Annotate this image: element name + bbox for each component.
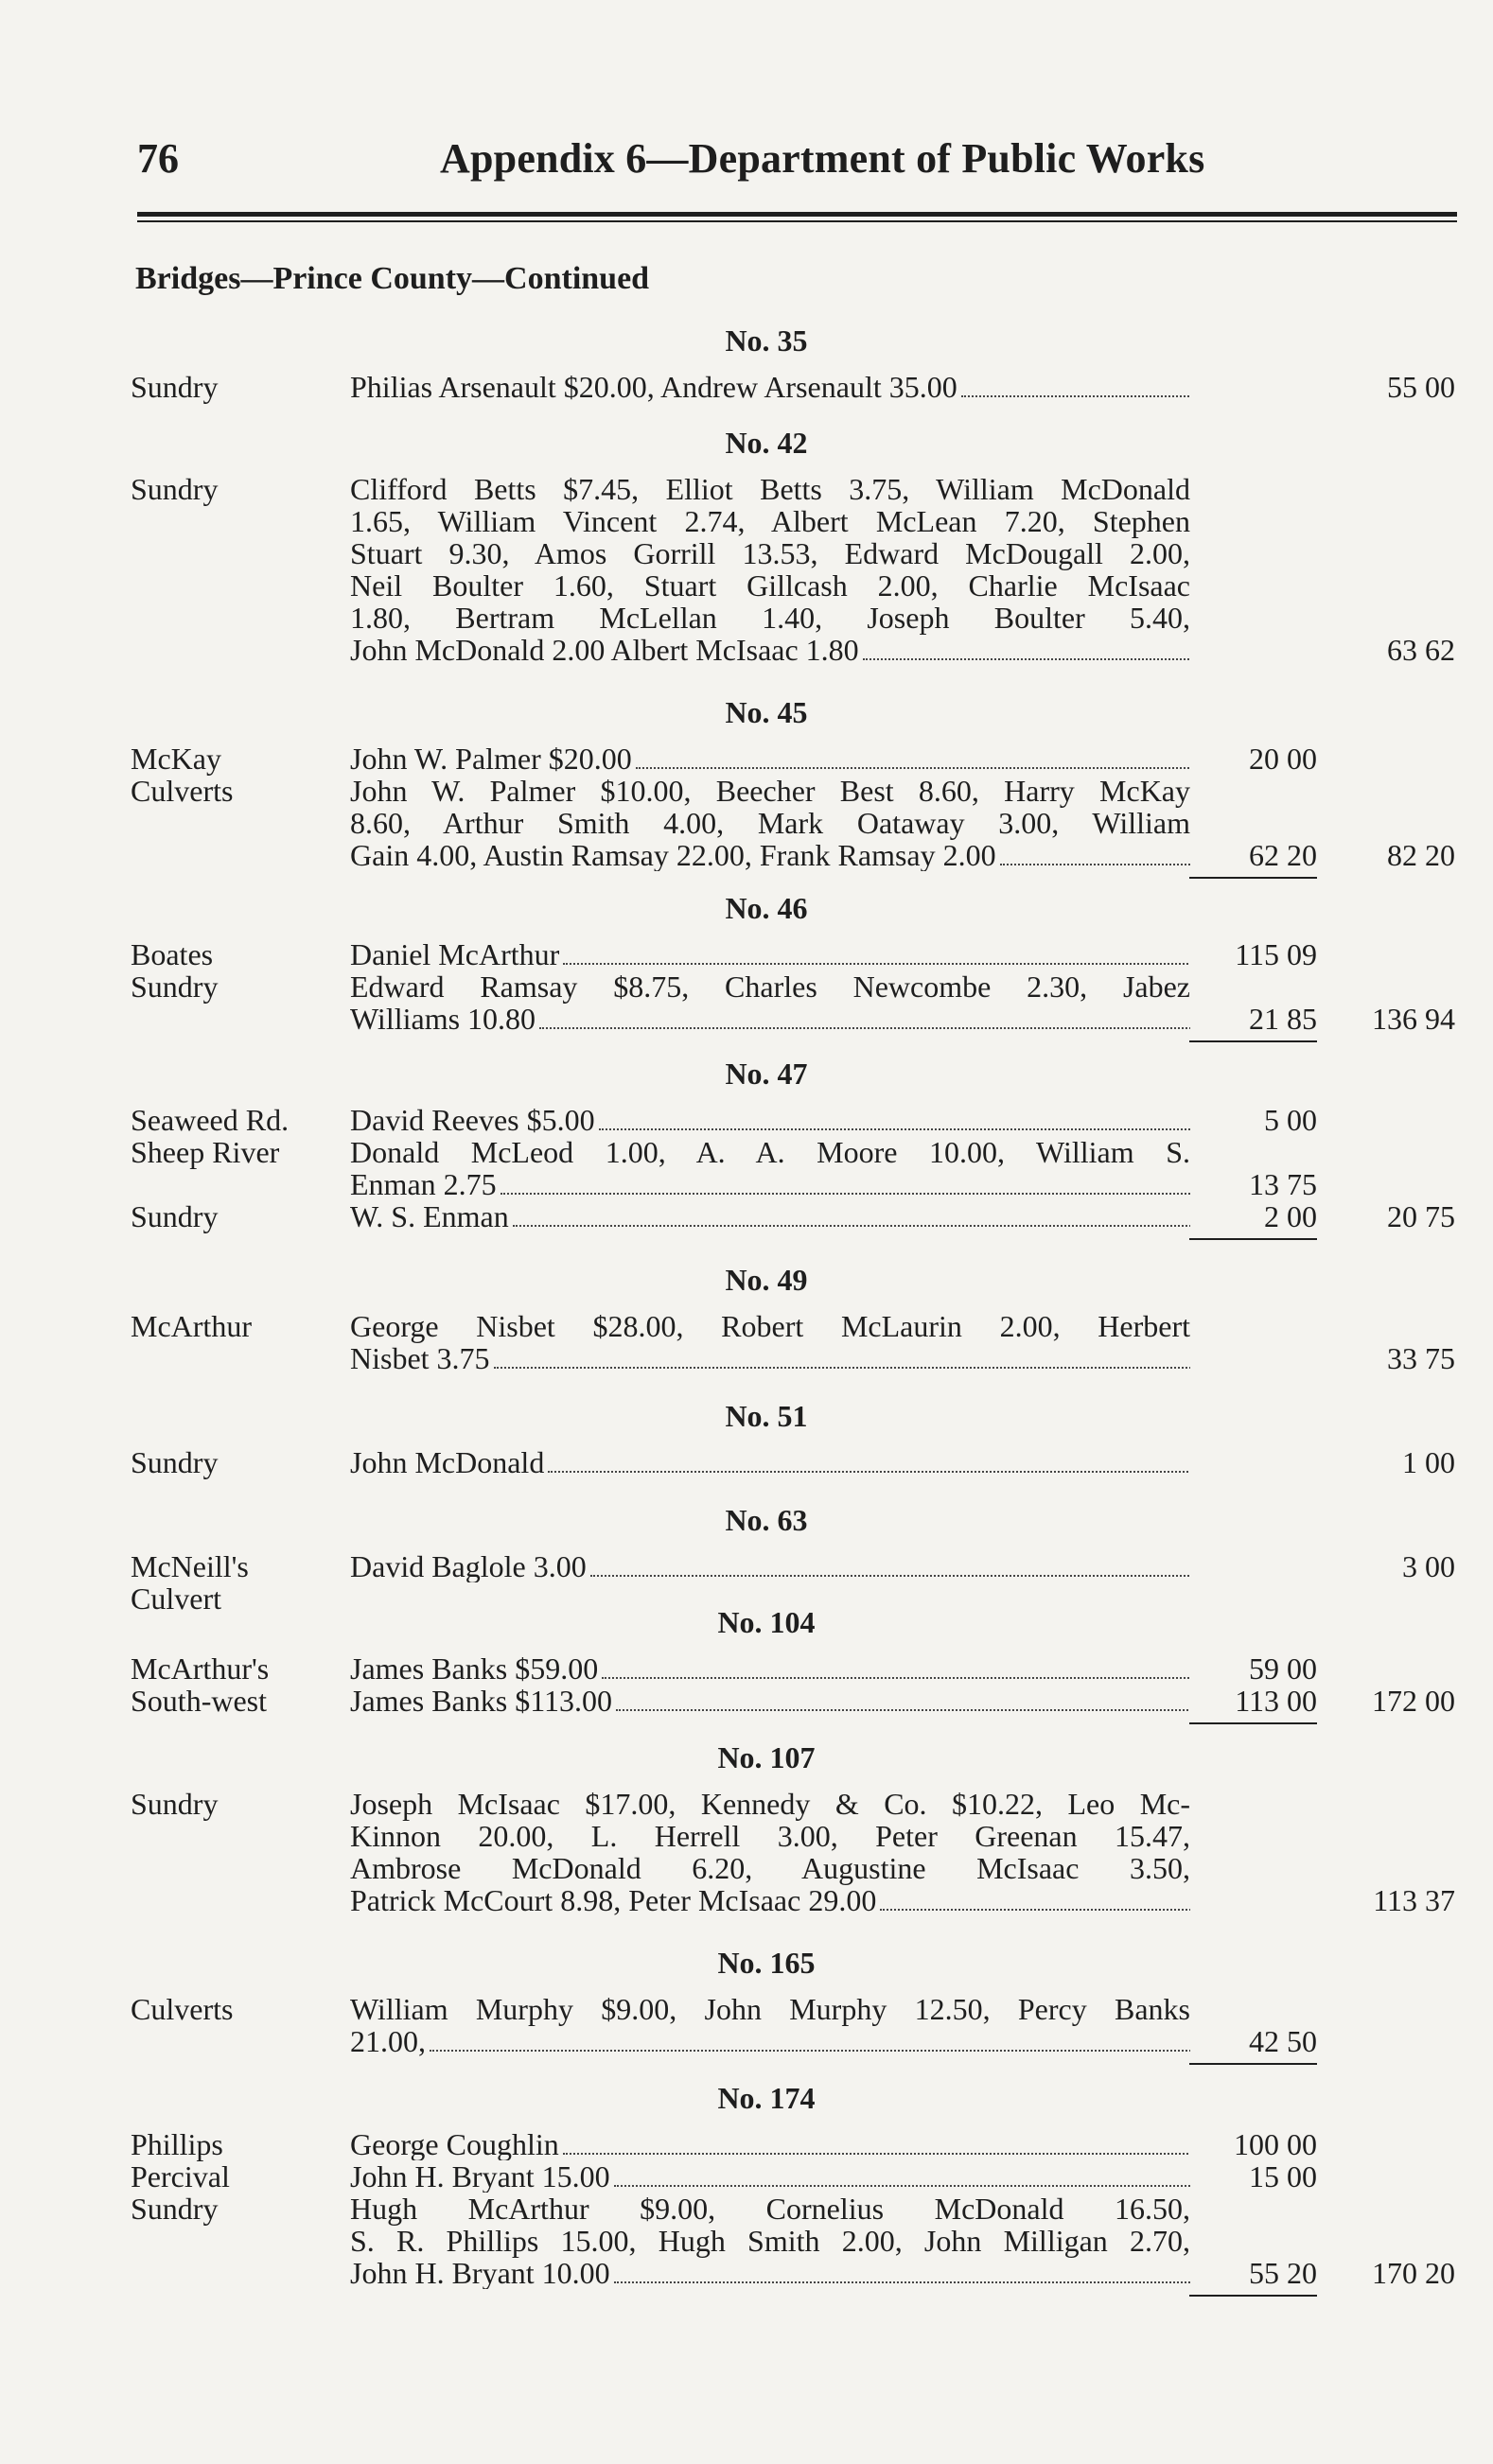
entry-text-with-leader [350,839,1190,871]
dot-leader [602,1677,1190,1679]
total-amount: 172 00 [1372,1684,1455,1718]
entry-text: 1.80, Bertram McLellan 1.40, Joseph Boulter 5.40, [350,601,1190,635]
row-label: Seaweed Rd. [131,1103,290,1137]
entry-text: 8.60, Arthur Smith 4.00, Mark Oataway 3.00, William [350,806,1190,840]
total-amount: 82 20 [1387,838,1455,872]
row-label-continued: Culvert [131,1582,221,1616]
entry-text: Hugh McArthur $9.00, Cornelius McDonald 16.50, [350,2192,1190,2226]
row-label: Sundry [131,2192,219,2226]
subtotal-amount: 5 00 [1264,1103,1317,1137]
dot-leader [614,2281,1190,2283]
entry-text-with-leader [350,2160,1190,2193]
dot-leader [563,963,1190,965]
subtotal-rule [1189,2063,1317,2065]
entry-text: Stuart 9.30, Amos Gorrill 13.53, Edward McDougall 2.00, [350,536,1190,570]
account-number: No. 49 [725,1263,808,1297]
entry-text: John W. Palmer $20.00 [350,743,632,775]
entry-text-with-leader [350,743,1190,775]
row-label: McKay [131,742,221,776]
entry-text: George Coughlin [350,2128,559,2160]
row-label: Culverts [131,774,234,808]
entry-text: Joseph McIsaac $17.00, Kennedy & Co. $10.22, Leo Mc- [350,1787,1190,1821]
total-amount: 136 94 [1372,1002,1455,1036]
entry-text: Kinnon 20.00, L. Herrell 3.00, Peter Greenan 15.47, [350,1819,1190,1853]
account-number: No. 51 [725,1399,808,1433]
entry-text-with-leader [350,2128,1190,2160]
total-amount: 33 75 [1387,1341,1455,1375]
entry-text-with-leader [350,1652,1190,1685]
entry-text: Clifford Betts $7.45, Elliot Betts 3.75, William McDonald [350,472,1190,506]
total-amount: 1 00 [1402,1445,1455,1479]
dot-leader [501,1193,1190,1195]
entry-text: John W. Palmer $10.00, Beecher Best 8.60, Harry McKay [350,774,1190,808]
subtotal-amount: 21 85 [1249,1002,1317,1036]
account-number: No. 63 [725,1503,808,1537]
entry-text: David Reeves $5.00 [350,1104,595,1136]
account-number: No. 46 [725,891,808,925]
entry-text: Daniel McArthur [350,938,560,970]
subtotal-amount: 62 20 [1249,838,1317,872]
dot-leader [494,1367,1190,1369]
entry-text: John McDonald [350,1446,545,1478]
entry-text-with-leader [350,1104,1190,1136]
entry-text: Edward Ramsay $8.75, Charles Newcombe 2.30, Jabez [350,970,1190,1004]
entry-text: W. S. Enman [350,1200,509,1232]
dot-leader [563,2153,1190,2155]
row-label: Sundry [131,472,219,506]
subtotal-amount: 2 00 [1264,1199,1317,1233]
subtotal-rule [1189,2295,1317,2297]
dot-leader [636,767,1190,769]
entry-text: Ambrose McDonald 6.20, Augustine McIsaac 3.50, [350,1851,1190,1885]
entry-text: David Baglole 3.00 [350,1550,587,1582]
total-amount: 170 20 [1372,2256,1455,2290]
row-label: Sundry [131,970,219,1004]
total-amount: 63 62 [1387,633,1455,667]
subtotal-amount: 59 00 [1249,1651,1317,1686]
total-amount: 113 37 [1373,1883,1455,1917]
row-label: Sundry [131,1787,219,1821]
total-amount: 3 00 [1402,1549,1455,1583]
entry-text: Patrick McCourt 8.98, Peter McIsaac 29.00 [350,1884,877,1916]
section-title: Bridges—Prince County—Continued [135,261,650,296]
entry-text: James Banks $59.00 [350,1652,599,1685]
account-number: No. 174 [717,2081,816,2115]
subtotal-amount: 13 75 [1249,1167,1317,1201]
entry-text: 1.65, William Vincent 2.74, Albert McLean 7.20, Stephen [350,504,1190,538]
total-amount: 55 00 [1387,370,1455,404]
dot-leader [590,1575,1190,1577]
subtotal-rule [1189,877,1317,879]
subtotal-amount: 42 50 [1249,2024,1317,2058]
row-label: McArthur [131,1309,252,1343]
entry-text: Gain 4.00, Austin Ramsay 22.00, Frank Ramsay 2.00 [350,839,996,871]
entry-text: Williams 10.80 [350,1003,536,1035]
entry-text: S. R. Phillips 15.00, Hugh Smith 2.00, John Milligan 2.70, [350,2224,1190,2258]
entry-text-with-leader [350,1003,1190,1035]
subtotal-rule [1189,1722,1317,1724]
row-label: Percival [131,2159,230,2193]
subtotal-amount: 113 00 [1235,1684,1317,1718]
entry-text: Donald McLeod 1.00, A. A. Moore 10.00, William S. [350,1135,1190,1169]
entry-text: 21.00, [350,2025,426,2057]
subtotal-amount: 15 00 [1249,2159,1317,2193]
entry-text: Enman 2.75 [350,1168,497,1200]
subtotal-amount: 100 00 [1234,2127,1317,2161]
dot-leader [513,1225,1190,1227]
entry-text: Nisbet 3.75 [350,1342,490,1374]
account-number: No. 165 [717,1946,816,1980]
row-label: Sundry [131,370,219,404]
entry-text-with-leader [350,1168,1190,1200]
entry-text: John McDonald 2.00 Albert McIsaac 1.80 [350,634,859,666]
total-amount: 20 75 [1387,1199,1455,1233]
dot-leader [1000,864,1190,865]
entry-text-with-leader [350,2025,1190,2057]
entry-text-with-leader [350,1884,1190,1916]
dot-leader [539,1027,1190,1029]
entry-text: Philias Arsenault $20.00, Andrew Arsenault 35.00 [350,371,957,403]
dot-leader [616,1709,1190,1711]
subtotal-amount: 20 00 [1249,742,1317,776]
entry-text: Neil Boulter 1.60, Stuart Gillcash 2.00, Charlie McIsaac [350,568,1190,603]
dot-leader [880,1909,1190,1911]
entry-text: George Nisbet $28.00, Robert McLaurin 2.00, Herbert [350,1309,1190,1343]
entry-text-with-leader [350,1200,1190,1232]
dot-leader [430,2050,1190,2052]
dot-leader [863,658,1190,660]
row-label: McArthur's [131,1651,270,1686]
row-label: Culverts [131,1992,234,2026]
entry-text-with-leader [350,634,1190,666]
dot-leader [548,1471,1190,1473]
entry-text-with-leader [350,1550,1190,1582]
account-number: No. 35 [725,323,808,358]
entry-text: John H. Bryant 10.00 [350,2257,610,2289]
entry-text: James Banks $113.00 [350,1685,613,1717]
dot-leader [599,1128,1190,1130]
account-number: No. 42 [725,426,808,460]
account-number: No. 104 [717,1605,816,1639]
subtotal-rule [1189,1040,1317,1042]
account-number: No. 107 [717,1740,816,1774]
page-number: 76 [137,135,179,182]
entry-text-with-leader [350,371,1190,403]
row-label: Phillips [131,2127,223,2161]
entry-text: William Murphy $9.00, John Murphy 12.50, Percy Banks [350,1992,1190,2026]
account-number: No. 47 [725,1057,808,1091]
account-number: No. 45 [725,695,808,729]
entry-text: John H. Bryant 15.00 [350,2160,610,2193]
subtotal-rule [1189,1238,1317,1240]
row-label: South-west [131,1684,267,1718]
subtotal-amount: 115 09 [1235,937,1317,971]
entry-text-with-leader [350,2257,1190,2289]
subtotal-amount: 55 20 [1249,2256,1317,2290]
row-label: Sundry [131,1199,219,1233]
dot-leader [614,2185,1190,2187]
row-label: Sheep River [131,1135,280,1169]
row-label: McNeill's [131,1549,249,1583]
entry-text-with-leader [350,1685,1190,1717]
entry-text-with-leader [350,1446,1190,1478]
row-label: Sundry [131,1445,219,1479]
entry-text-with-leader [350,938,1190,970]
entry-text-with-leader [350,1342,1190,1374]
dot-leader [961,395,1190,397]
running-head: Appendix 6—Department of Public Works [440,135,1205,182]
row-label: Boates [131,937,214,971]
